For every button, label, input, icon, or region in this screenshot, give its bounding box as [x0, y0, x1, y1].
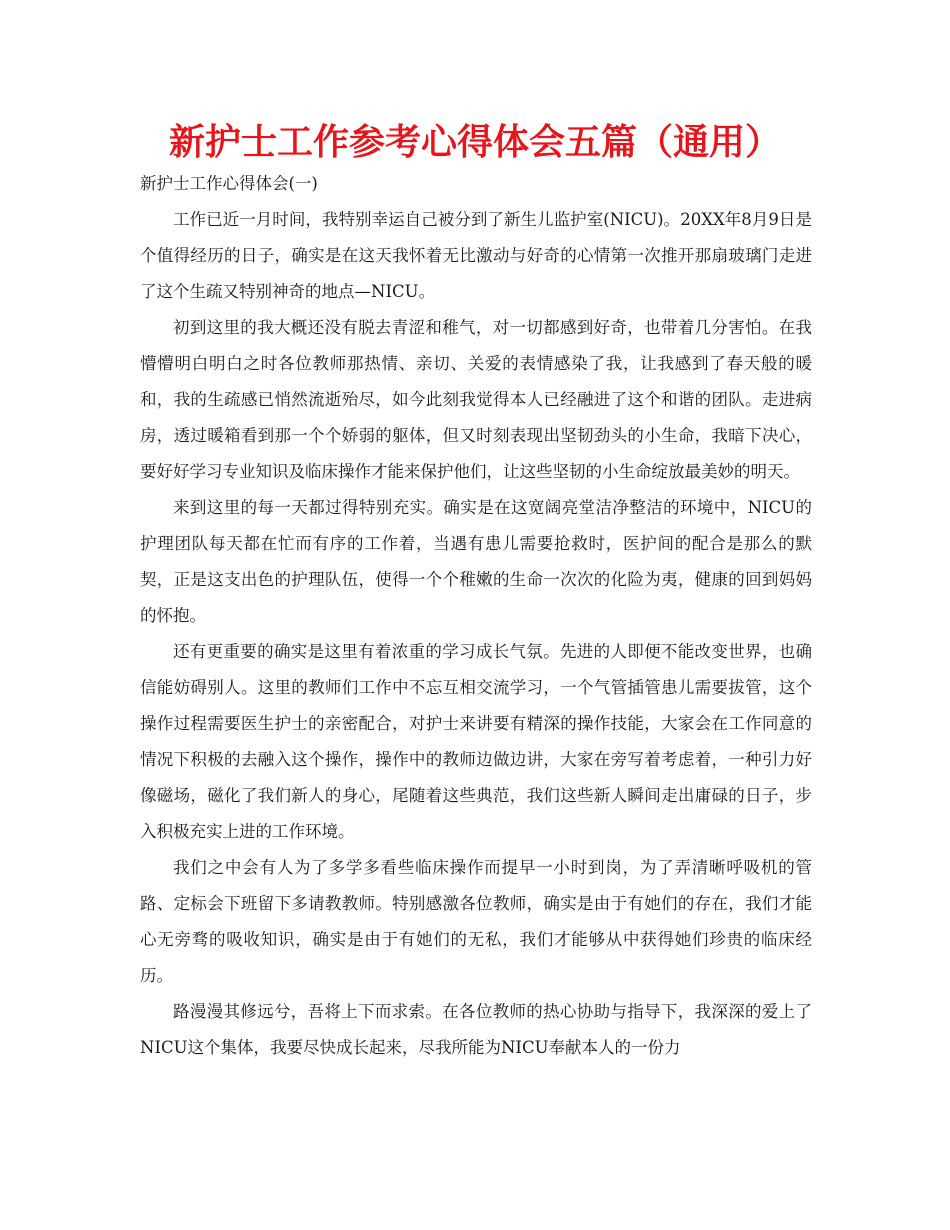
paragraph-6: 路漫漫其修远兮，吾将上下而求索。在各位教师的热心协助与指导下，我深深的爱上了NICU这个集体，我要尽快成长起来，尽我所能为NICU奉献本人的一份力: [140, 1002, 812, 1057]
document-title: 新护士工作参考心得体会五篇（通用）: [168, 122, 781, 163]
document-body: [140, 166, 812, 1066]
paragraph-2: 初到这里的我大概还没有脱去青涩和稚气，对一切都感到好奇，也带着几分害怕。在我懵懵明白明白之时各位教师那热情、亲切、关爱的表情感染了我，让我感到了春天般的暖和，我的生疏感已悄然流逝殆尽，如今此刻我觉得本人已经融进了这个和谐的团队。走进病房，透过暖箱看到那一个个娇弱的躯体，但又时刻表现出坚韧劲头的小生命，我暗下决心，要好好学习专业知识及临床操作才能来保护他们，让这些坚韧的小生命绽放最美妙的明天。: [140, 318, 812, 481]
section-subtitle: 新护士工作心得体会(一): [140, 174, 318, 193]
paragraph-5: 我们之中会有人为了多学多看些临床操作而提早一小时到岗，为了弄清晰呼吸机的管路、定标会下班留下多请教教师。特别感激各位教师，确实是由于有她们的存在，我们才能心无旁骛的吸收知识，确实是由于有她们的无私，我们才能够从中获得她们珍贵的临床经历。: [140, 858, 812, 985]
paragraph-3: 来到这里的每一天都过得特别充实。确实是在这宽阔亮堂洁净整洁的环境中，NICU的护理团队每天都在忙而有序的工作着，当遇有患儿需要抢救时，医护间的配合是那么的默契，正是这支出色的护理队伍，使得一个个稚嫩的生命一次次的化险为夷，健康的回到妈妈的怀抱。: [140, 498, 812, 625]
paragraph-4: 还有更重要的确实是这里有着浓重的学习成长气氛。先进的人即便不能改变世界，也确信能妨碍别人。这里的教师们工作中不忘互相交流学习，一个气管插管患儿需要拔管，这个操作过程需要医生护士的亲密配合，对护士来讲要有精深的操作技能，大家会在工作同意的情况下积极的去融入这个操作，操作中的教师边做边讲，大家在旁写着考虑着，一种引力好像磁场，磁化了我们新人的身心，尾随着这些典范，我们这些新人瞬间走出庸碌的日子，步入积极充实上进的工作环境。: [140, 642, 812, 841]
paragraph-1: 工作已近一月时间，我特别幸运自己被分到了新生儿监护室(NICU)。20XX年8月9日是个值得经历的日子，确实是在这天我怀着无比激动与好奇的心情第一次推开那扇玻璃门走进了这个生疏又特别神奇的地点—NICU。: [140, 210, 812, 301]
